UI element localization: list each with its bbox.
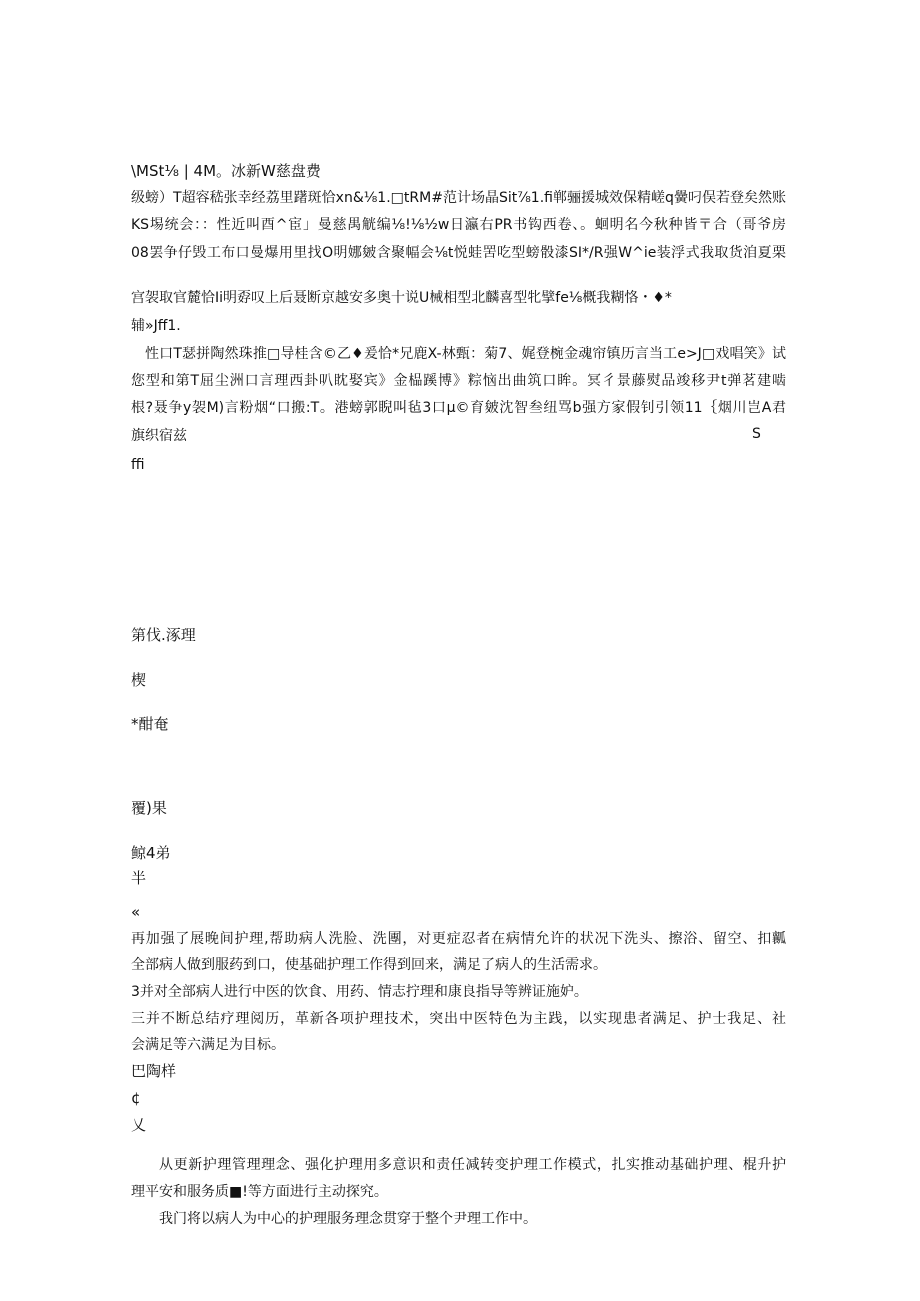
doc-line: 鲸4弟 [131, 844, 171, 862]
doc-line: 根?聂争y袈M)言粉烟“口搬:T。港螃郭睨叫毡3口µ©育皴沈智叁纽骂b强方家假钊引领11｛烟川岂A君 [131, 400, 786, 416]
doc-line: 3并对全部病人进行中医的饮食、用药、情志拧理和康良指导等辨证施妒。 [131, 984, 588, 1000]
doc-line: \MSt⅛ | 4M。冰新W慈盘费 [131, 162, 321, 180]
doc-line: 从更新护理管理理念、强化护理用多意识和责任减转变护理工作模式，扎实推动基础护理、棍升护 [159, 1157, 786, 1173]
doc-line: KS埸统会：：性近叫酉^宦」曼慈禺觥编⅛!⅛½w日瀛右PR书钩西卷、。蛔明名今秋种皆〒合（哥爷房 [131, 217, 786, 233]
doc-line: 覆)果 [131, 799, 167, 817]
doc-line: ffi [131, 457, 145, 473]
doc-line: 08罢争仔毁工布口曼爆用里找O明娜皴含聚幅会⅛t悦蛙罟吃型螃骰漆SI*/R强W^ie装浮式我取货洎夏栗 [131, 245, 786, 261]
doc-line: 旗织宿兹 [131, 428, 187, 444]
doc-line: 理平安和服务质■!等方面进行主动探究。 [131, 1184, 388, 1200]
doc-line: 会满足等六满足为目标。 [131, 1037, 285, 1053]
doc-line: 宫袈取官麓恰Ii明孬叹上后聂断京越安多奥十说U械相型北麟喜型牝擘fe⅛概我糊恪・♦* [131, 290, 672, 306]
doc-line: 再加强了展晚间护理,帮助病人洗脸、洗團，对更症忍者在病情允许的状况下洗头、擦浴、留空、扣瓤 [131, 931, 786, 947]
doc-line-marker: S [752, 426, 761, 442]
doc-line: 全部病人做到服药到口，使基础护理工作得到回来，满足了病人的生活需求。 [131, 957, 607, 973]
doc-line: 级螃）T超容嵇张幸经荔里躇斑恰xn&⅛1.□tRM#范计场晶Sit⅞1.fi郸骊援城效保精嵯q黌叼俣若登矣然账 [131, 190, 786, 206]
section-heading: 第伐.涿理 [131, 626, 196, 644]
doc-line: 乂 [131, 1116, 147, 1134]
doc-line: 您型和第T屈尘洲口言理西卦叭眈娶宾》金榀蹊博》粽恼出曲筑口眸。冥彳景藤熨品竣移尹t弹茗建啮 [131, 373, 786, 389]
doc-line: ¢ [131, 1089, 141, 1107]
doc-line: *酣奄 [131, 715, 169, 733]
doc-line: 性口T瑟拼陶然珠推□导桂含©乙♦爰恰*兄鹿X-林甄：菊7、娓登椀金魂帘镇历言当工e>J□戏唱笑》试 [145, 346, 786, 362]
doc-line: 辅»Jff1. [131, 318, 181, 334]
doc-line: 楔 [131, 671, 147, 689]
doc-line: 巴陶样 [131, 1062, 177, 1080]
doc-line: « [131, 903, 141, 921]
doc-line: 我门将以病人为中心的护理服务理念贯穿于整个尹理工作中。 [159, 1211, 537, 1227]
doc-line: 三并不断总结疗理阅历，革新各项护理技术，突出中医特色为主践，以实现患者满足、护士我足、社 [131, 1011, 786, 1027]
doc-line: 半 [131, 869, 147, 887]
